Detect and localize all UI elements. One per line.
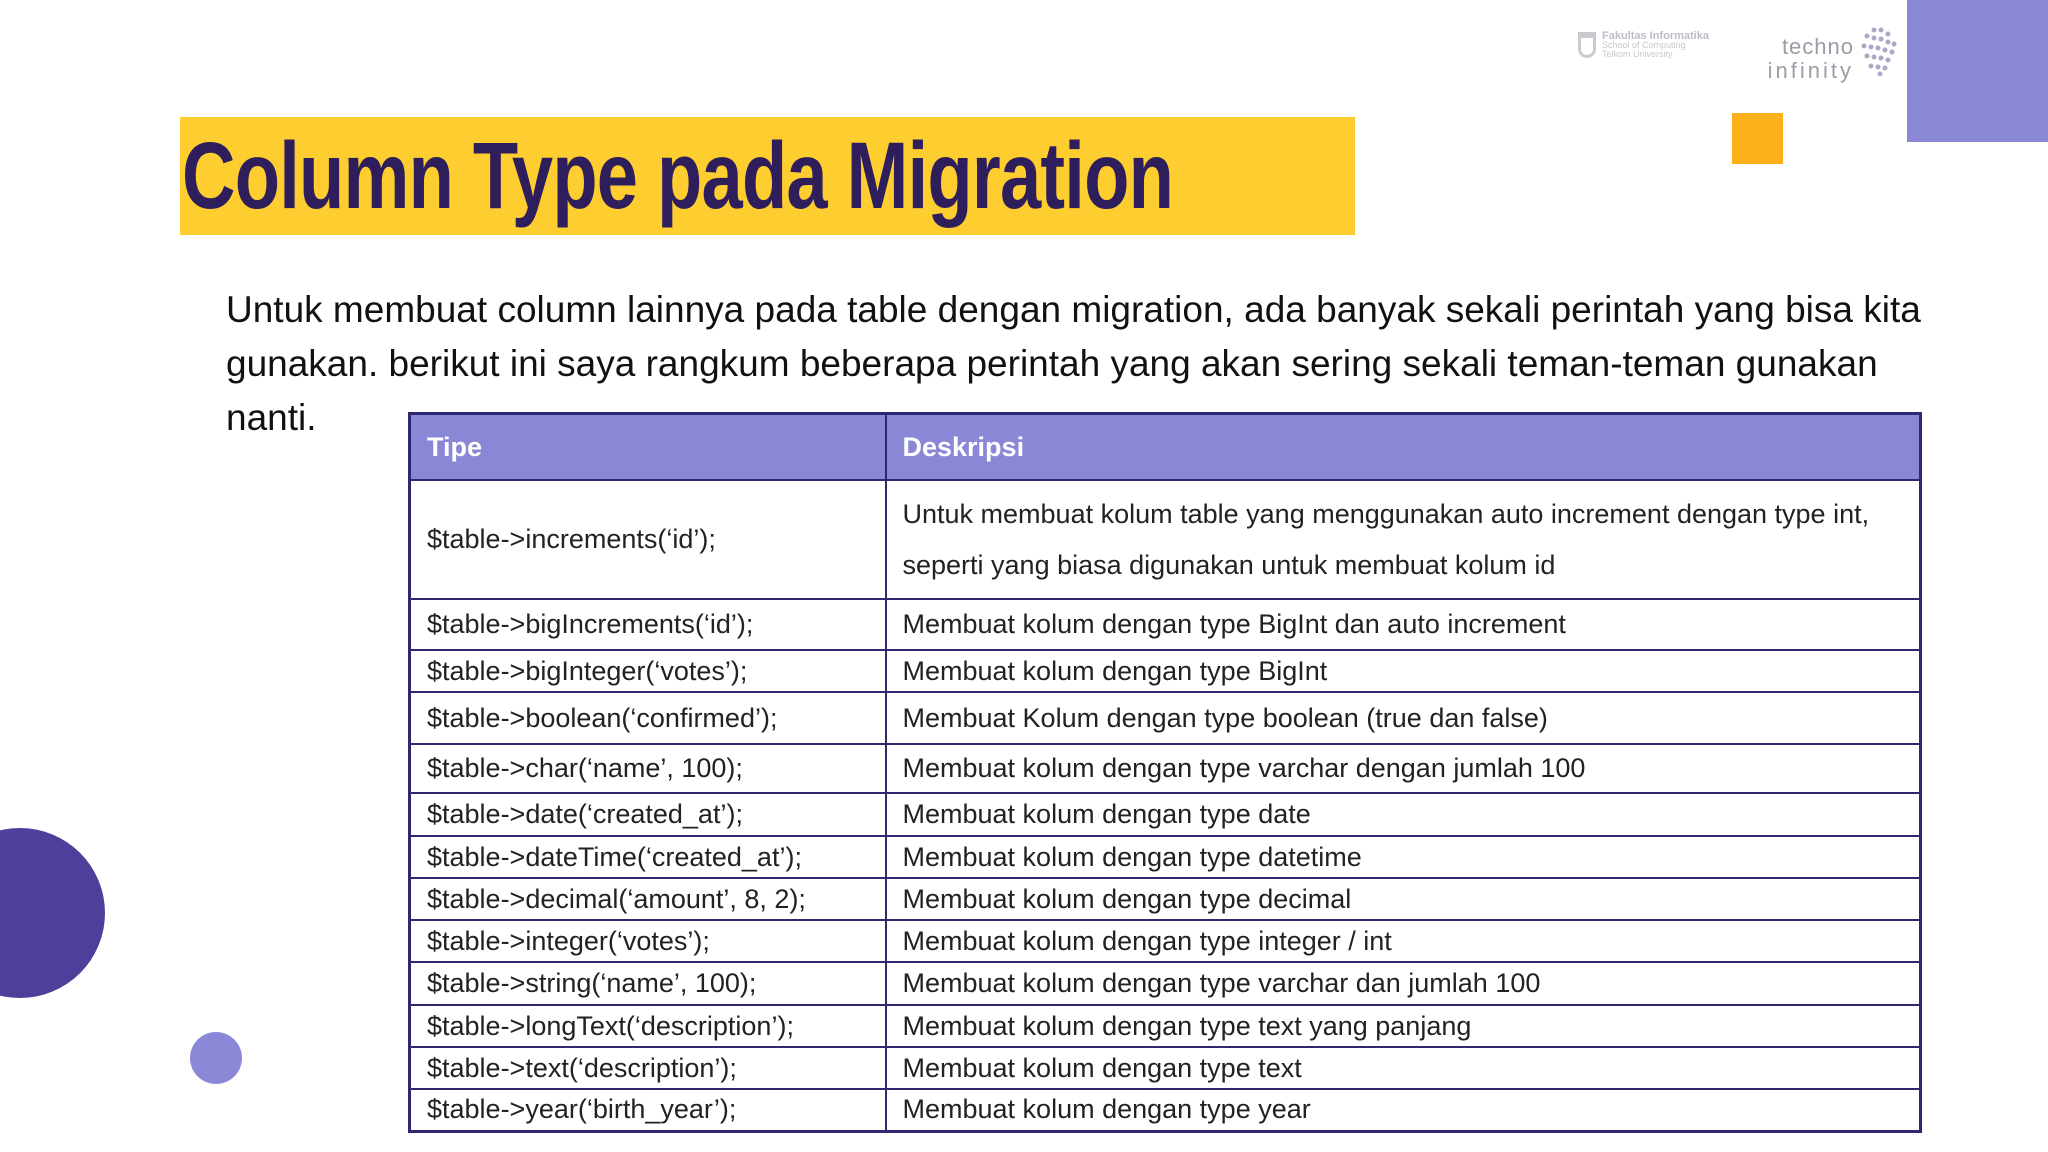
cell-tipe: $table->increments(‘id’); (410, 480, 886, 599)
cell-deskripsi: Membuat kolum dengan type BigInt dan auto increment (886, 599, 1921, 650)
cell-deskripsi: Untuk membuat kolum table yang menggunakan auto increment dengan type int, seperti yang biasa digunakan untuk membuat kolum id (886, 480, 1921, 599)
table-row (410, 1047, 1921, 1089)
cell-deskripsi: Membuat kolum dengan type varchar dan jumlah 100 (886, 962, 1921, 1005)
cell-tipe: $table->bigInteger(‘votes’); (410, 650, 886, 692)
techno-infinity-logo (1748, 26, 1898, 82)
cell-deskripsi: Membuat kolum dengan type text yang panjang (886, 1005, 1921, 1047)
cell-deskripsi: Membuat kolum dengan type varchar dengan jumlah 100 (886, 744, 1921, 793)
table-row (410, 793, 1921, 836)
fif-logo-line-1: Fakultas Informatika (1602, 30, 1709, 42)
partner-logos (1578, 20, 1898, 84)
cell-tipe: $table->text(‘description’); (410, 1047, 886, 1089)
table-row (410, 480, 1921, 599)
cell-tipe: $table->dateTime(‘created_at’); (410, 836, 886, 878)
table-row (410, 599, 1921, 650)
techno-dots-icon (1856, 26, 1898, 76)
accent-square (1732, 113, 1783, 164)
cell-deskripsi: Membuat kolum dengan type decimal (886, 878, 1921, 920)
cell-deskripsi: Membuat kolum dengan type date (886, 793, 1921, 836)
header-tipe: Tipe (410, 414, 886, 481)
table-row (410, 962, 1921, 1005)
table-header-row (410, 414, 1921, 481)
cell-tipe: $table->longText(‘description’); (410, 1005, 886, 1047)
slide-title: Column Type pada Migration (182, 123, 1174, 229)
table-row (410, 650, 1921, 692)
intro-paragraph: Untuk membuat column lainnya pada table dengan migration, ada banyak sekali perintah yang bisa kita gunakan. berikut ini saya rangkum beberapa perintah yang akan sering sekali teman-teman gunakan nanti. (226, 289, 1921, 438)
cell-tipe: $table->year(‘birth_year’); (410, 1089, 886, 1131)
cell-tipe: $table->integer(‘votes’); (410, 920, 886, 962)
table-row (410, 1089, 1921, 1131)
table-row (410, 878, 1921, 920)
cell-tipe: $table->bigIncrements(‘id’); (410, 599, 886, 650)
corner-decoration (1907, 0, 2048, 142)
cell-deskripsi: Membuat kolum dengan type BigInt (886, 650, 1921, 692)
cell-tipe: $table->string(‘name’, 100); (410, 962, 886, 1005)
cell-tipe: $table->date(‘created_at’); (410, 793, 886, 836)
table-row (410, 692, 1921, 744)
decorative-circle-small (190, 1032, 242, 1084)
column-type-table (408, 412, 1922, 1133)
table-row (410, 920, 1921, 962)
header-deskripsi: Deskripsi (886, 414, 1921, 481)
table-row (410, 744, 1921, 793)
cell-deskripsi: Membuat kolum dengan type year (886, 1089, 1921, 1131)
cell-deskripsi: Membuat kolum dengan type text (886, 1047, 1921, 1089)
table-row (410, 1005, 1921, 1047)
decorative-circle-large (0, 828, 105, 998)
cell-deskripsi: Membuat kolum dengan type integer / int (886, 920, 1921, 962)
table-row (410, 836, 1921, 878)
fif-logo (1578, 32, 1709, 59)
fif-logo-line-2: School of Computing (1602, 40, 1686, 50)
cell-tipe: $table->boolean(‘confirmed’); (410, 692, 886, 744)
fif-logo-line-3: Telkom University (1602, 49, 1673, 59)
techno-logo-line-1: techno (1781, 34, 1854, 59)
telkom-shield-icon (1578, 32, 1596, 58)
cell-deskripsi: Membuat Kolum dengan type boolean (true dan false) (886, 692, 1921, 744)
techno-logo-line-2: infinity (1767, 58, 1854, 83)
cell-deskripsi: Membuat kolum dengan type datetime (886, 836, 1921, 878)
cell-tipe: $table->char(‘name’, 100); (410, 744, 886, 793)
cell-tipe: $table->decimal(‘amount’, 8, 2); (410, 878, 886, 920)
